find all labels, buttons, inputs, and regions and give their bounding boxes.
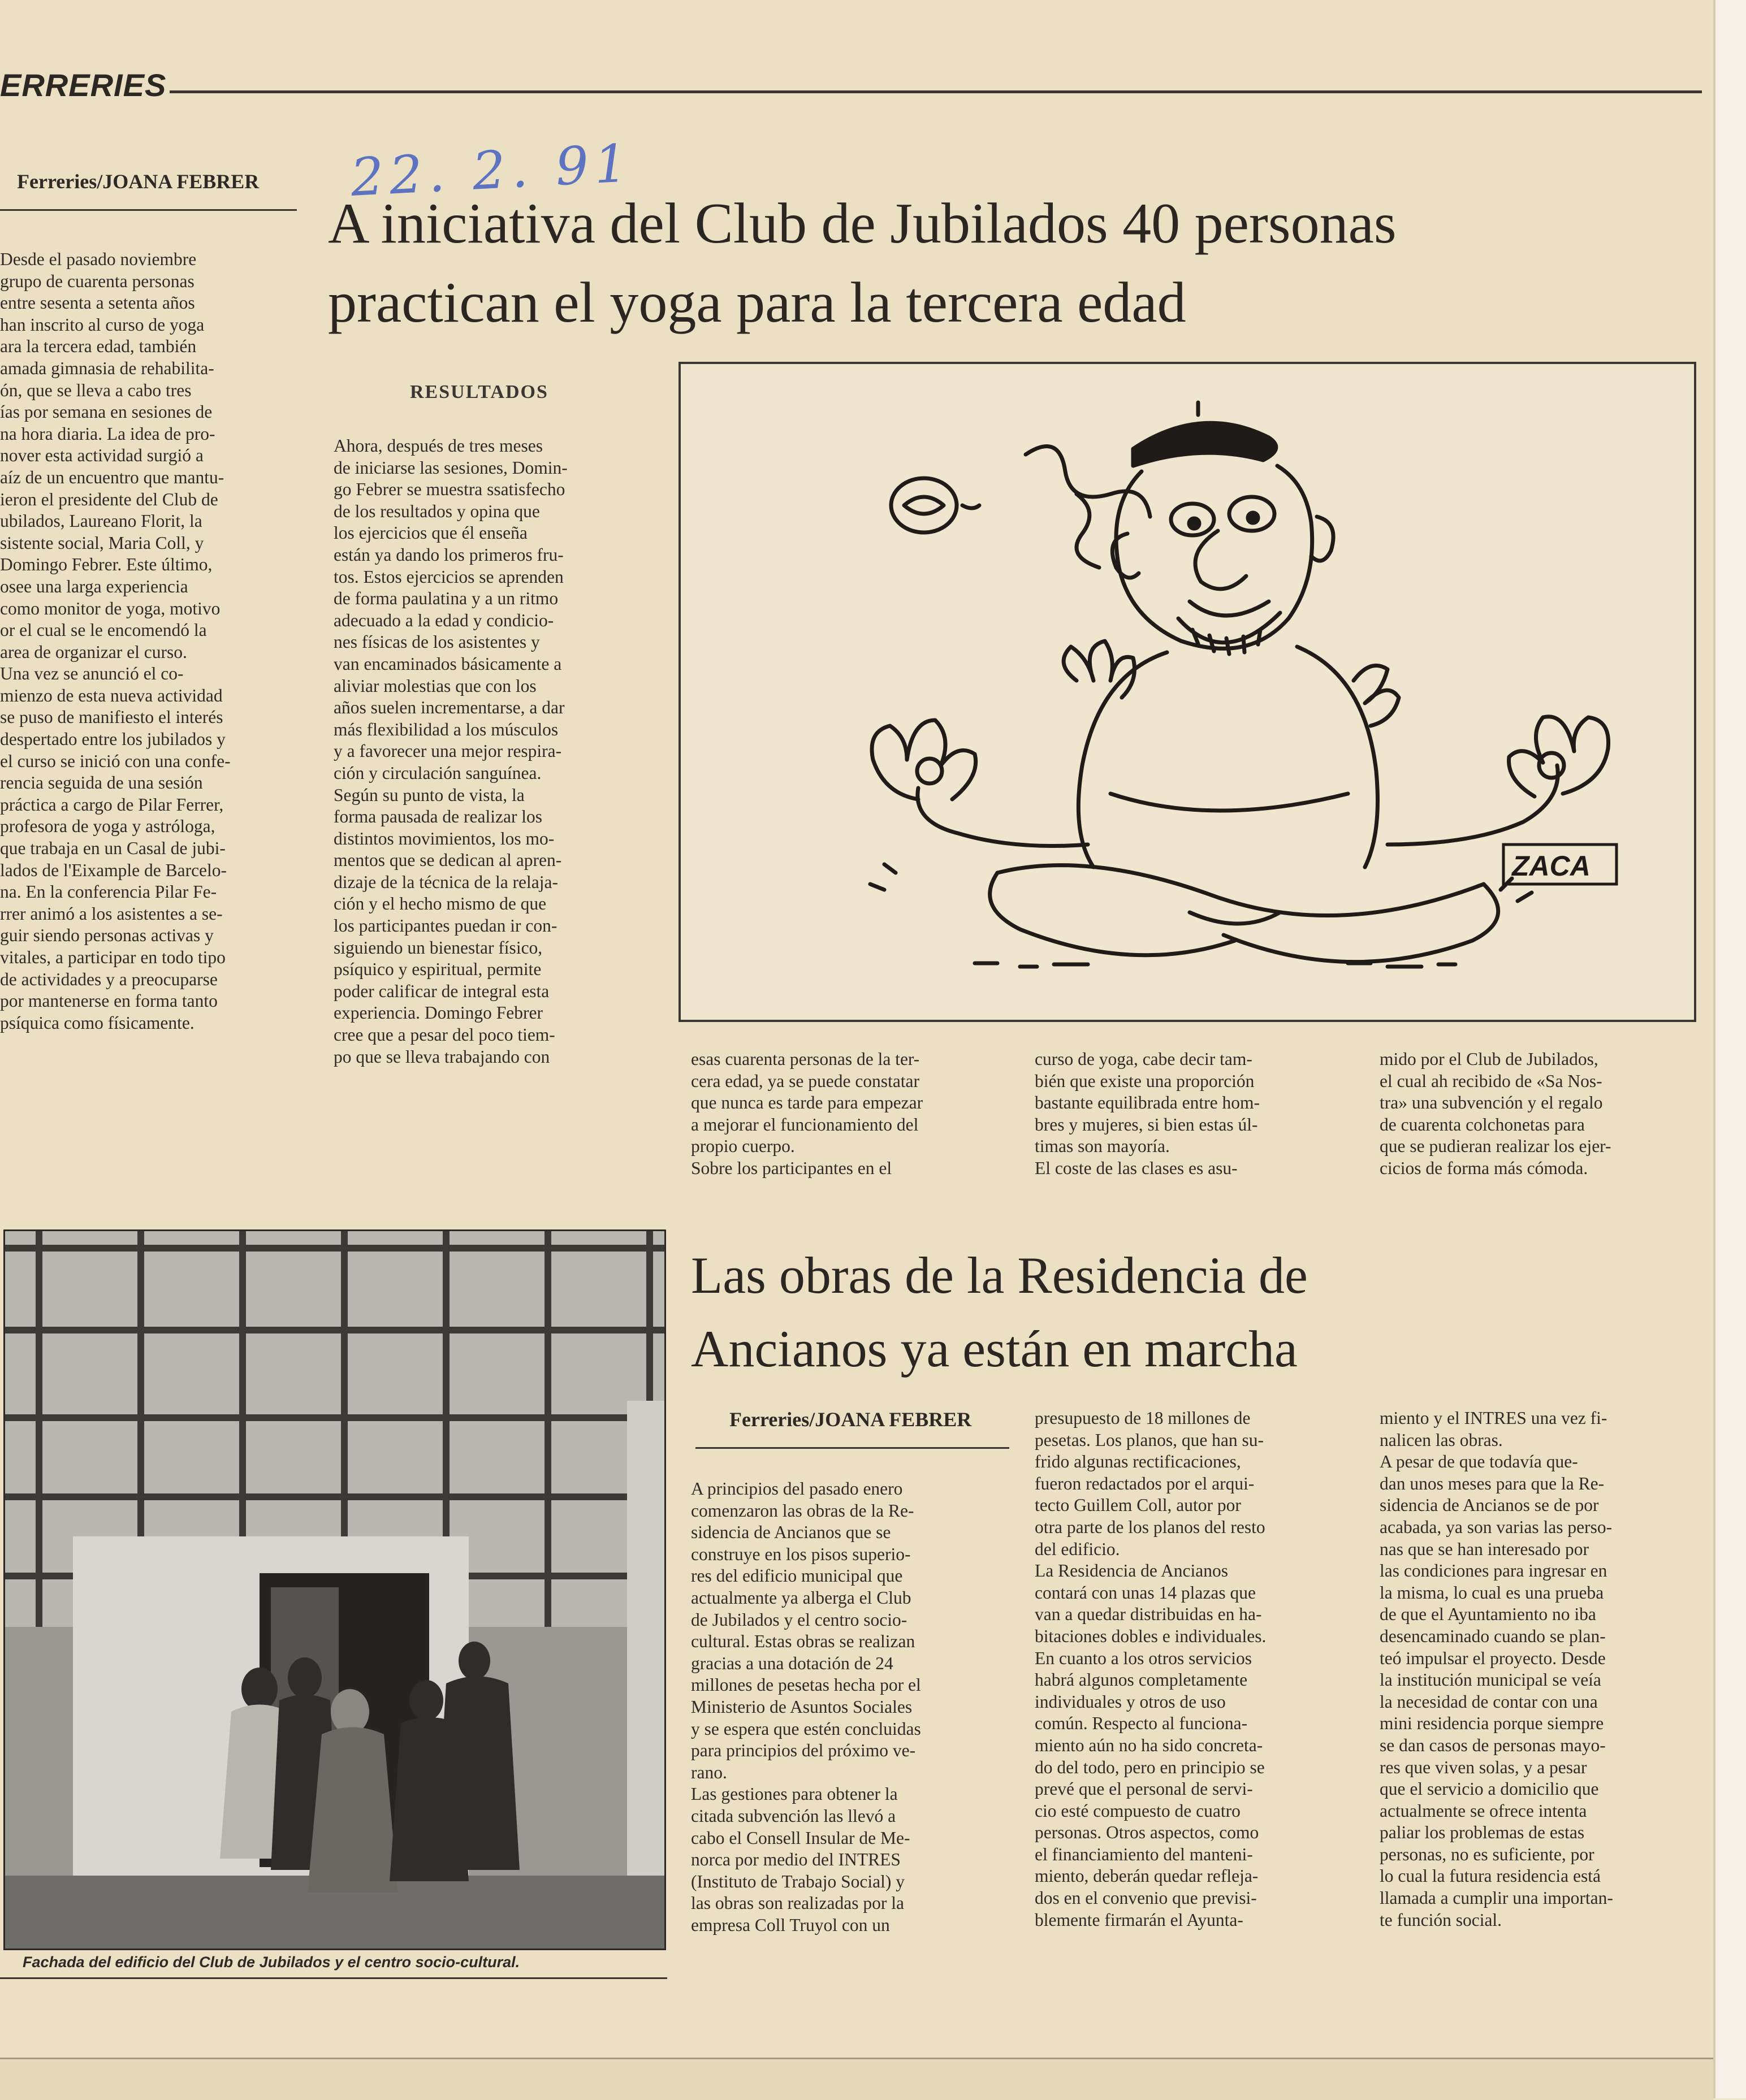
text-line: frido algunas rectificaciones,	[1035, 1452, 1241, 1472]
text-line: ías por semana en sesiones de	[0, 402, 213, 422]
text-line: cabo el Consell Insular de Me-	[691, 1828, 910, 1848]
text-line: na hora diaria. La idea de pro-	[0, 423, 215, 444]
text-line: van a quedar distribuidas en ha-	[1035, 1604, 1262, 1625]
text-line: or el cual se le encomendó la	[0, 620, 207, 640]
text-line: citada subvención las llevó a	[691, 1805, 896, 1826]
text-line: empresa Coll Truyol con un	[691, 1915, 890, 1935]
text-line: cio esté compuesto de cuatro	[1035, 1800, 1241, 1821]
text-line: ción y circulación sanguínea.	[334, 763, 542, 783]
text-line: acabada, ya son varias las perso-	[1380, 1517, 1613, 1537]
text-line: mienzo de esta nueva actividad	[0, 685, 223, 705]
text-line: el cual ah recibido de «Sa Nos-	[1380, 1071, 1602, 1091]
text-line: van encaminados básicamente a	[334, 653, 562, 674]
article2-column-1	[691, 1478, 1010, 1936]
text-line: rencia seguida de una sesión	[0, 773, 203, 793]
text-line: Las gestiones para obtener la	[691, 1784, 898, 1804]
text-line: años suelen incrementarse, a dar	[334, 698, 565, 718]
text-line: osee una larga experiencia	[0, 576, 188, 596]
text-line: lados de l'Eixample de Barcelo-	[0, 860, 227, 880]
building-photo-image	[5, 1231, 664, 1949]
text-line: ubilados, Laureano Florit, la	[0, 511, 202, 531]
text-line: blemente firmarán el Ayunta-	[1035, 1910, 1243, 1930]
article1-column-5	[1380, 1049, 1696, 1180]
page-bottom-strip	[0, 2058, 1713, 2100]
text-line: mentos que se dedican al apren-	[334, 850, 562, 871]
text-line: personas, no es suficiente, por	[1380, 1844, 1594, 1864]
text-line: tos. Estos ejercicios se aprenden	[334, 566, 564, 587]
text-line: esas cuarenta personas de la ter-	[691, 1049, 920, 1069]
text-line: que trabaja en un Casal de jubi-	[0, 838, 226, 859]
text-line: como monitor de yoga, motivo	[0, 598, 221, 618]
text-line: teó impulsar el proyecto. Desde	[1380, 1648, 1606, 1668]
text-line: comenzaron las obras de la Re-	[691, 1500, 914, 1521]
text-line: fueron redactados por el arqui-	[1035, 1473, 1255, 1493]
article1-column-3	[691, 1049, 1008, 1180]
text-line: de forma paulatina y a un ritmo	[334, 588, 559, 609]
text-line: millones de pesetas hecha por el	[691, 1675, 921, 1695]
cartoon-signature	[1503, 845, 1617, 884]
text-line: lo cual la futura residencia está	[1380, 1866, 1601, 1886]
text-line: y a favorecer una mejor respira-	[334, 741, 562, 761]
section-rule	[170, 90, 1702, 93]
text-line: sidencia de Ancianos que se	[691, 1522, 891, 1543]
text-line: cicios de forma más cómoda.	[1380, 1158, 1588, 1178]
text-line: individuales y otros de uso	[1035, 1691, 1226, 1712]
article2-headline-line1: Las obras de la Residencia de	[691, 1246, 1308, 1304]
text-line: area de organizar el curso.	[0, 642, 187, 662]
text-line: de actividades y a preocuparse	[0, 969, 218, 989]
text-line: la necesidad de contar con una	[1380, 1691, 1598, 1712]
text-line: rrer animó a los asistentes a se-	[0, 903, 223, 924]
text-line: forma pausada de realizar los	[334, 807, 543, 827]
article1-subhead: RESULTADOS	[410, 382, 548, 402]
text-line: La Residencia de Ancianos	[1035, 1561, 1229, 1581]
text-line: presupuesto de 18 millones de	[1035, 1408, 1251, 1428]
text-line: de que el Ayuntamiento no iba	[1380, 1604, 1596, 1625]
text-line: cera edad, ya se puede constatar	[691, 1071, 920, 1091]
scanner-background-edge	[1713, 0, 1746, 2098]
text-line: miento aún no ha sido concreta-	[1035, 1735, 1263, 1755]
text-line: Sobre los participantes en el	[691, 1158, 892, 1178]
text-line: ción y el hecho mismo de que	[334, 894, 547, 914]
article1-headline-line1: A iniciativa del Club de Jubilados 40 personas	[328, 192, 1397, 256]
text-line: rano.	[691, 1762, 727, 1782]
text-line: cree que a pesar del poco tiem-	[334, 1025, 555, 1045]
text-line: nover esta actividad surgió a	[0, 445, 204, 466]
text-line: (Instituto de Trabajo Social) y	[691, 1871, 905, 1891]
text-line: están ya dando los primeros fru-	[334, 544, 564, 565]
text-line: psíquico y espiritual, permite	[334, 959, 542, 980]
text-line: las condiciones para ingresar en	[1380, 1561, 1607, 1581]
text-line: llamada a cumplir una importan-	[1380, 1888, 1613, 1908]
article2-byline-rule	[695, 1447, 1009, 1449]
text-line: res que viven solas, y a pesar	[1380, 1757, 1587, 1777]
text-line: distintos movimientos, los mo-	[334, 828, 555, 848]
article2-headline-line2: Ancianos ya están en marcha	[691, 1320, 1298, 1378]
text-line: práctica a cargo de Pilar Ferrer,	[0, 794, 224, 815]
text-line: para principios del próximo ve-	[691, 1740, 916, 1761]
photo-caption: Fachada del edificio del Club de Jubilados y el centro socio-cultural.	[23, 1954, 520, 1971]
text-line: otra parte de los planos del resto	[1035, 1517, 1265, 1537]
photo-bottom-rule	[0, 1977, 667, 1979]
text-line: cultural. Estas obras se realizan	[691, 1631, 915, 1652]
text-line: de cuarenta colchonetas para	[1380, 1114, 1585, 1135]
text-line: do del todo, pero en principio se	[1035, 1757, 1265, 1777]
text-line: adecuado a la edad y condicio-	[334, 610, 554, 630]
text-line: guir siendo personas activas y	[0, 925, 214, 946]
text-line: Desde el pasado noviembre	[0, 249, 197, 269]
building-photo	[3, 1229, 666, 1950]
text-line: res del edificio municipal que	[691, 1566, 903, 1586]
text-line: sistente social, Maria Coll, y	[0, 532, 204, 553]
article1-byline-rule	[0, 209, 297, 211]
text-line: bitaciones dobles e individuales.	[1035, 1626, 1267, 1646]
text-line: los participantes puedan ir con-	[334, 916, 557, 936]
text-line: grupo de cuarenta personas	[0, 271, 195, 291]
text-line: contará con unas 14 plazas que	[1035, 1582, 1256, 1603]
text-line: pesetas. Los planos, que han su-	[1035, 1430, 1264, 1450]
text-line: ón, que se lleva a cabo tres	[0, 380, 192, 400]
text-line: el financiamiento del manteni-	[1035, 1844, 1253, 1864]
text-line: Una vez se anunció el co-	[0, 664, 184, 684]
text-line: se dan casos de personas mayo-	[1380, 1735, 1606, 1755]
text-line: que nunca es tarde para empezar	[691, 1093, 923, 1113]
text-line: han inscrito al curso de yoga	[0, 314, 205, 335]
text-line: experiencia. Domingo Febrer	[334, 1003, 543, 1023]
section-label: ERRERIES	[0, 67, 167, 103]
text-line: profesora de yoga y astróloga,	[0, 816, 215, 837]
text-line: habrá algunos completamente	[1035, 1670, 1248, 1690]
text-line: desencaminado cuando se plan-	[1380, 1626, 1606, 1646]
text-line: los ejercicios que él enseña	[334, 523, 528, 543]
text-line: por mantenerse en forma tanto	[0, 991, 218, 1011]
text-line: más flexibilidad a los músculos	[334, 719, 559, 739]
text-line: que se pudieran realizar los ejer-	[1380, 1136, 1611, 1157]
text-line: se puso de manifiesto el interés	[0, 707, 223, 728]
text-line: prevé que el personal de servi-	[1035, 1779, 1253, 1799]
article1-column-1	[0, 249, 308, 1034]
text-line: Ahora, después de tres meses	[334, 436, 543, 456]
article1-byline: Ferreries/JOANA FEBRER	[17, 170, 260, 193]
text-line: dos en el convenio que previsi-	[1035, 1888, 1257, 1908]
text-line: paliar los problemas de estas	[1380, 1822, 1585, 1843]
text-line: sidencia de Ancianos se de por	[1380, 1495, 1599, 1516]
text-line: Según su punto de vista, la	[334, 785, 525, 805]
text-line: Domingo Febrer. Este último,	[0, 555, 213, 575]
text-line: Ministerio de Asuntos Sociales	[691, 1696, 913, 1717]
text-line: las obras son realizadas por la	[691, 1893, 904, 1913]
text-line: de Jubilados y el centro socio-	[691, 1609, 907, 1630]
text-line: la misma, lo cual es una prueba	[1380, 1582, 1604, 1603]
text-line: go Febrer se muestra ssatisfecho	[334, 479, 565, 500]
text-line: timas son mayoría.	[1035, 1136, 1170, 1157]
text-line: personas. Otros aspectos, como	[1035, 1822, 1259, 1843]
text-line: propio cuerpo.	[691, 1136, 795, 1157]
text-line: bién que existe una proporción	[1035, 1071, 1255, 1091]
text-line: de iniciarse las sesiones, Domin-	[334, 457, 568, 478]
yoga-cartoon	[678, 362, 1696, 1022]
text-line: psíquica como físicamente.	[0, 1012, 195, 1033]
text-line: despertado entre los jubilados y	[0, 729, 226, 750]
text-line: te función social.	[1380, 1910, 1502, 1930]
text-line: mido por el Club de Jubilados,	[1380, 1049, 1598, 1069]
text-line: actualmente ya alberga el Club	[691, 1587, 911, 1608]
text-line: curso de yoga, cabe decir tam-	[1035, 1049, 1252, 1069]
text-line: tecto Guillem Coll, autor por	[1035, 1495, 1241, 1516]
text-line: construye en los pisos superio-	[691, 1544, 911, 1564]
text-line: del edificio.	[1035, 1539, 1120, 1559]
text-line: de los resultados y opina que	[334, 501, 540, 521]
article2-column-3	[1380, 1408, 1699, 1931]
text-line: siguiendo un bienestar físico,	[334, 937, 543, 958]
text-line: El coste de las clases es asu-	[1035, 1158, 1238, 1178]
text-line: miento y el INTRES una vez fi-	[1380, 1408, 1607, 1428]
text-line: ara la tercera edad, también	[0, 336, 197, 357]
text-line: nalicen las obras.	[1380, 1430, 1503, 1450]
text-line: poder calificar de integral esta	[334, 981, 550, 1001]
text-line: tra» una subvención y el regalo	[1380, 1093, 1603, 1113]
text-line: mini residencia porque siempre	[1380, 1713, 1604, 1734]
text-line: aíz de un encuentro que mantu-	[0, 467, 224, 487]
text-line: na. En la conferencia Pilar Fe-	[0, 882, 217, 902]
svg-text:ZACA: ZACA	[1512, 850, 1591, 882]
article2-byline: Ferreries/JOANA FEBRER	[729, 1408, 972, 1431]
text-line: actualmente se ofrece intenta	[1380, 1800, 1587, 1821]
text-line: A principios del pasado enero	[691, 1479, 903, 1499]
text-line: En cuanto a los otros servicios	[1035, 1648, 1252, 1668]
article1-column-4	[1035, 1049, 1351, 1180]
article2-column-2	[1035, 1408, 1354, 1931]
text-line: que el servicio a domicilio que	[1380, 1779, 1599, 1799]
beret	[1133, 423, 1276, 466]
text-line: norca por medio del INTRES	[691, 1850, 901, 1870]
cartoon-illustration	[681, 364, 1694, 1020]
text-line: a mejorar el funcionamiento del	[691, 1114, 919, 1135]
text-line: vitales, a participar en todo tipo	[0, 947, 226, 967]
article1-headline-line2: practican el yoga para la tercera edad	[328, 271, 1186, 335]
text-line: el curso se inició con una confe-	[0, 751, 231, 771]
text-line: la institución municipal se veía	[1380, 1670, 1601, 1690]
text-line: dan unos meses para que la Re-	[1380, 1473, 1605, 1493]
text-line: amada gimnasia de rehabilita-	[0, 358, 214, 378]
text-line: aliviar molestias que con los	[334, 676, 537, 696]
text-line: común. Respecto al funciona-	[1035, 1713, 1248, 1734]
text-line: ieron el presidente del Club de	[0, 489, 218, 509]
article1-column-2	[334, 435, 656, 1068]
text-line: bres y mujeres, si bien estas úl-	[1035, 1114, 1258, 1135]
handwritten-date: 22. 2. 91	[349, 132, 635, 209]
text-line: dizaje de la técnica de la relaja-	[334, 872, 558, 892]
text-line: po que se lleva trabajando con	[334, 1046, 550, 1067]
cartoon-coin	[891, 478, 957, 532]
text-line: y se espera que estén concluidas	[691, 1718, 921, 1739]
text-line: miento, deberán quedar refleja-	[1035, 1866, 1259, 1886]
text-line: nas que se han interesado por	[1380, 1539, 1589, 1559]
text-line: entre sesenta a setenta años	[0, 293, 195, 313]
text-line: A pesar de que todavía que-	[1380, 1452, 1578, 1472]
text-line: bastante equilibrada entre hom-	[1035, 1093, 1260, 1113]
text-line: nes físicas de los asistentes y	[334, 632, 540, 652]
text-line: gracias a una dotación de 24	[691, 1653, 893, 1673]
